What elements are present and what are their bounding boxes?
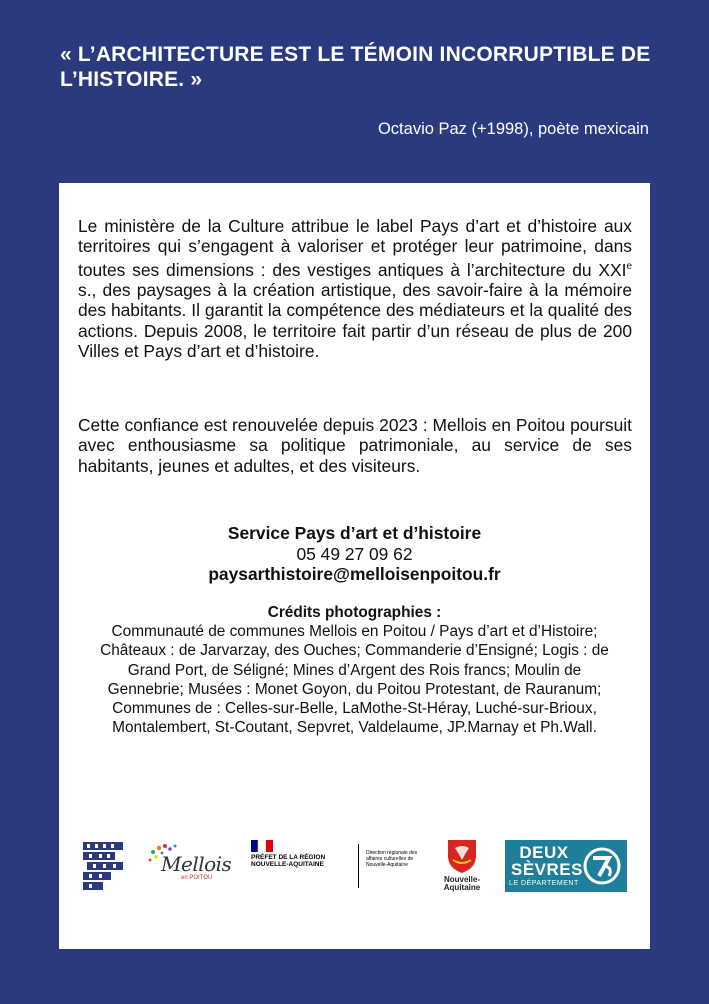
mellois-wordmark: Mellois	[161, 852, 232, 876]
quote: « L’ARCHITECTURE EST LE TÉMOIN INCORRUPTIBLE DE L’HISTOIRE. »	[60, 43, 651, 91]
credits-text: Communauté de communes Mellois en Poitou / Pays d’art et d’Histoire; Châteaux : de Jarvarzay, des Ouches; Commanderie d’Ensigné; Logis : de Grand Port, de Séligné; Mines d’Argent des Rois francs; Moulin de Gennebrie; Musées : Monet Goyon, du Poitou Protestant, de Rauranum; Communes de : Celles-sur-Belle, LaMothe-St-Héray, Luché-sur-Brioux, Montalembert, St-Coutant, Sepvret, Valdelaume, JP.Marnay et Ph.Wall.	[100, 623, 609, 737]
deux-sevres-logo	[505, 840, 627, 892]
paragraph-renewal: Cette confiance est renouvelée depuis 2023 : Mellois en Poitou poursuit avec enthousiasme sa politique patrimoniale, au service de ses habitants, jeunes et adultes, et des visiteurs.	[78, 415, 632, 476]
photo-credits	[89, 603, 620, 737]
villes-pays-art-histoire-logo	[81, 840, 125, 892]
drac-logo	[358, 844, 428, 888]
paragraph-label	[78, 216, 632, 362]
content-card	[59, 183, 650, 949]
service-name: Service Pays d’art et d’histoire	[227, 523, 482, 543]
drac-text: Direction régionale des affaires culturelles de Nouvelle-Aquitaine	[366, 850, 418, 868]
deux-sevres-text: DEUX SÈVRES	[511, 843, 583, 879]
mellois-en-poitou-logo	[145, 842, 232, 890]
drac-divider	[358, 844, 359, 888]
quote-author: Octavio Paz (+1998), poète mexicain	[377, 120, 649, 138]
paragraph-label-part1: Le ministère de la Culture attribue le label Pays d’art et d’histoire aux territoires qui s’engagent à valoriser et protéger leur patrimoine, dans toutes ses dimensions : des vestiges antiques à l’architecture du XXI	[78, 216, 632, 280]
paragraph-label-part2: s., des paysages à la création artistique, des savoir-faire à la mémoire des habitants. Il garantit la compétence des médiateurs et la qualité des actions. Depuis 2008, le territoire fait partir d’un réseau de plus de 200 Villes et Pays d’art et d’histoire.	[78, 280, 632, 362]
deux-sevres-subtitle: LE DÉPARTEMENT	[509, 880, 579, 887]
nouvelle-aquitaine-text: Nouvelle-Aquitaine	[443, 875, 481, 892]
service-email: paysarthistoire@melloisenpoitou.fr	[208, 564, 501, 584]
nouvelle-aquitaine-logo	[439, 838, 485, 898]
prefet-region-logo	[251, 840, 351, 892]
credits-title: Crédits photographies :	[267, 604, 442, 621]
mellois-subtitle: en POITOU	[181, 875, 213, 881]
partner-logos	[59, 838, 650, 898]
century-superscript: e	[626, 260, 632, 272]
deux-sevres-mark-icon	[583, 846, 621, 886]
service-phone: 05 49 27 09 62	[296, 543, 413, 564]
service-contact	[59, 523, 650, 585]
prefet-text: PRÉFET DE LA RÉGION NOUVELLE-AQUITAINE	[251, 854, 326, 868]
